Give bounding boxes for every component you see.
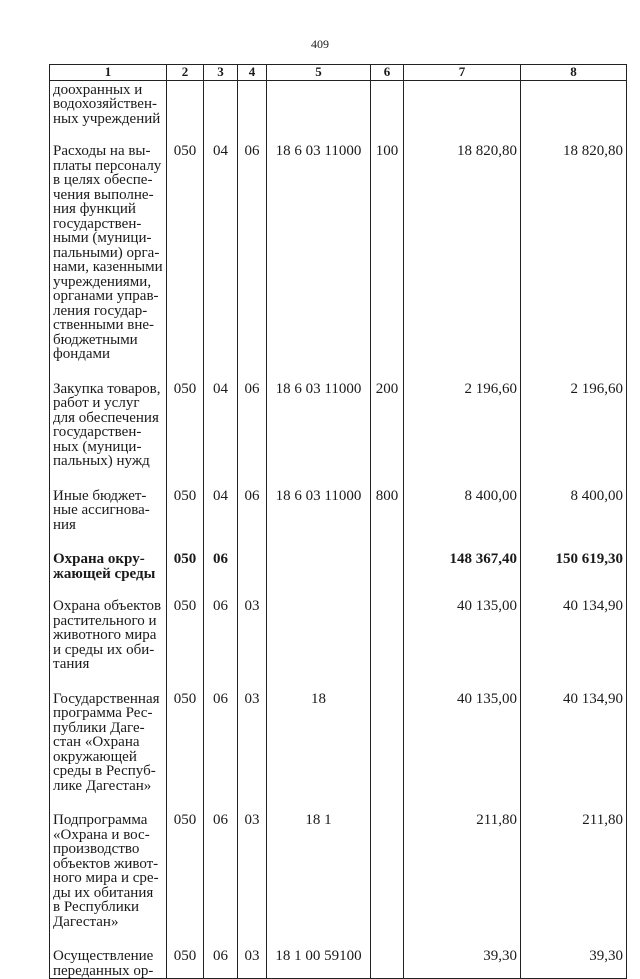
target-article-code: 18 <box>267 690 371 812</box>
row-name-line: учреждениями, <box>53 273 152 290</box>
gr-code: 050 <box>167 550 204 597</box>
header-row <box>50 65 627 81</box>
table-row <box>50 80 627 142</box>
row-name-line: Государственная <box>53 690 160 707</box>
row-name <box>50 80 167 142</box>
column-header: 7 <box>404 65 521 81</box>
table-row <box>50 380 627 487</box>
gr-code: 050 <box>167 380 204 487</box>
row-name-line: государствен- <box>53 215 142 232</box>
subsection-code: 06 <box>238 487 267 551</box>
gr-code: 050 <box>167 811 204 947</box>
section-code: 04 <box>204 142 238 380</box>
row-name-line: в Республики <box>53 899 140 915</box>
expense-type-code <box>371 811 404 947</box>
subsection-code: 06 <box>238 380 267 487</box>
row-name-line: ными (муници- <box>53 230 152 246</box>
amount-year-1: 2 196,60 <box>404 380 521 487</box>
row-name-line: публики Даге- <box>53 719 145 736</box>
gr-code: 050 <box>167 690 204 812</box>
column-header: 1 <box>50 65 167 81</box>
subsection-code: 03 <box>238 690 267 812</box>
expense-type-code: 800 <box>371 487 404 551</box>
column-header: 8 <box>521 65 627 81</box>
row-name-line: Охрана объектов <box>53 598 162 614</box>
row-name-line: бюджетными <box>53 331 138 348</box>
row-name-line: «Охрана и вос- <box>53 826 150 843</box>
row-name-line: объектов живот- <box>53 855 159 872</box>
row-name-line: фондами <box>53 346 111 362</box>
amount-year-2 <box>521 80 627 142</box>
column-header: 3 <box>204 65 238 81</box>
table-row <box>50 597 627 690</box>
row-name-line: ных учреждений <box>53 110 161 127</box>
row-name <box>50 690 167 812</box>
amount-year-2: 150 619,30 <box>521 550 627 597</box>
section-code: 06 <box>204 947 238 979</box>
row-name-line: программа Рес- <box>53 705 153 721</box>
table-row <box>50 487 627 551</box>
subsection-code: 03 <box>238 947 267 979</box>
row-name-line: пальных) нужд <box>53 453 150 469</box>
row-name-line: государствен- <box>53 424 142 440</box>
expense-type-code <box>371 597 404 690</box>
row-name-line: ды их обитания <box>53 884 154 901</box>
row-name-line: Дагестан» <box>53 913 119 930</box>
row-name-line: растительного и <box>53 612 157 629</box>
budget-table <box>49 64 627 979</box>
subsection-code <box>238 550 267 597</box>
row-name-line: доохранных и <box>53 81 143 98</box>
amount-year-2: 8 400,00 <box>521 487 627 551</box>
target-article-code <box>267 550 371 597</box>
row-name <box>50 550 167 597</box>
gr-code: 050 <box>167 597 204 690</box>
row-name-line: платы персоналу <box>53 157 162 174</box>
amount-year-2: 39,30 <box>521 947 627 979</box>
section-code: 04 <box>204 380 238 487</box>
gr-code <box>167 80 204 142</box>
row-name-line: ных (муници- <box>53 438 142 455</box>
expense-type-code <box>371 80 404 142</box>
table-row <box>50 142 627 380</box>
target-article-code: 18 1 <box>267 811 371 947</box>
row-name-line: стан «Охрана <box>53 734 140 750</box>
row-name-line: ления государ- <box>53 302 148 319</box>
row-name-line: ные ассигнова- <box>53 502 150 518</box>
row-name <box>50 811 167 947</box>
subsection-code: 03 <box>238 811 267 947</box>
row-name-line: Иные бюджет- <box>53 487 147 504</box>
amount-year-1: 39,30 <box>404 947 521 979</box>
row-name-line: производство <box>53 841 140 857</box>
row-name <box>50 597 167 690</box>
table-row <box>50 550 627 597</box>
row-name-line: нами, казенными <box>53 259 163 275</box>
table-row <box>50 690 627 812</box>
target-article-code: 18 1 00 59100 <box>267 947 371 979</box>
row-name-line: жающей среды <box>53 565 156 582</box>
row-name-line: ния <box>53 516 76 533</box>
row-name-line: для обеспечения <box>53 409 159 426</box>
expense-type-code <box>371 690 404 812</box>
amount-year-1: 18 820,80 <box>404 142 521 380</box>
table-row <box>50 947 627 979</box>
section-code: 06 <box>204 550 238 597</box>
row-name-line: животного мира <box>53 627 157 643</box>
row-name-line: водохозяйствен- <box>53 96 157 112</box>
row-name <box>50 142 167 380</box>
column-header: 6 <box>371 65 404 81</box>
row-name-line: переданных ор- <box>53 962 154 979</box>
subsection-code <box>238 80 267 142</box>
row-name-line: окружающей <box>53 748 137 765</box>
row-name-line: чения выполне- <box>53 186 154 203</box>
row-name-line: среды в Респуб- <box>53 763 156 779</box>
table-row <box>50 811 627 947</box>
amount-year-2: 40 134,90 <box>521 597 627 690</box>
row-name <box>50 380 167 487</box>
target-article-code: 18 6 03 11000 <box>267 380 371 487</box>
gr-code: 050 <box>167 142 204 380</box>
amount-year-2: 2 196,60 <box>521 380 627 487</box>
row-name-line: и среды их оби- <box>53 641 155 658</box>
column-header: 2 <box>167 65 204 81</box>
row-name-line: ния функций <box>53 201 136 217</box>
row-name <box>50 947 167 979</box>
page-number: 409 <box>311 37 329 51</box>
row-name-line: ного мира и сре- <box>53 870 159 886</box>
row-name-line: пальными) орга- <box>53 244 160 261</box>
amount-year-2: 40 134,90 <box>521 690 627 812</box>
amount-year-1 <box>404 80 521 142</box>
row-name-line: ственными вне- <box>53 317 155 333</box>
amount-year-1: 40 135,00 <box>404 597 521 690</box>
gr-code: 050 <box>167 487 204 551</box>
target-article-code: 18 6 03 11000 <box>267 487 371 551</box>
target-article-code <box>267 80 371 142</box>
row-name <box>50 487 167 551</box>
amount-year-1: 40 135,00 <box>404 690 521 812</box>
expense-type-code: 100 <box>371 142 404 380</box>
amount-year-1: 148 367,40 <box>404 550 521 597</box>
section-code: 06 <box>204 690 238 812</box>
row-name-line: Осуществление <box>53 948 154 964</box>
section-code: 06 <box>204 597 238 690</box>
row-name-line: органами управ- <box>53 288 159 304</box>
expense-type-code <box>371 550 404 597</box>
row-name-line: тания <box>53 656 90 672</box>
row-name-line: лике Дагестан» <box>53 777 152 794</box>
row-name-line: Расходы на вы- <box>53 143 151 159</box>
expense-type-code: 200 <box>371 380 404 487</box>
column-header: 5 <box>267 65 371 81</box>
amount-year-1: 8 400,00 <box>404 487 521 551</box>
amount-year-2: 18 820,80 <box>521 142 627 380</box>
row-name-line: Подпрограмма <box>53 812 148 828</box>
amount-year-1: 211,80 <box>404 811 521 947</box>
gr-code: 050 <box>167 947 204 979</box>
section-code: 06 <box>204 811 238 947</box>
row-name-line: в целях обеспе- <box>53 172 153 188</box>
column-header: 4 <box>238 65 267 81</box>
subsection-code: 03 <box>238 597 267 690</box>
section-code <box>204 80 238 142</box>
target-article-code: 18 6 03 11000 <box>267 142 371 380</box>
subsection-code: 06 <box>238 142 267 380</box>
amount-year-2: 211,80 <box>521 811 627 947</box>
section-code: 04 <box>204 487 238 551</box>
row-name-line: работ и услуг <box>53 395 140 411</box>
target-article-code <box>267 597 371 690</box>
row-name-line: Закупка товаров, <box>53 380 161 397</box>
expense-type-code <box>371 947 404 979</box>
row-name-line: Охрана окру- <box>53 551 145 567</box>
